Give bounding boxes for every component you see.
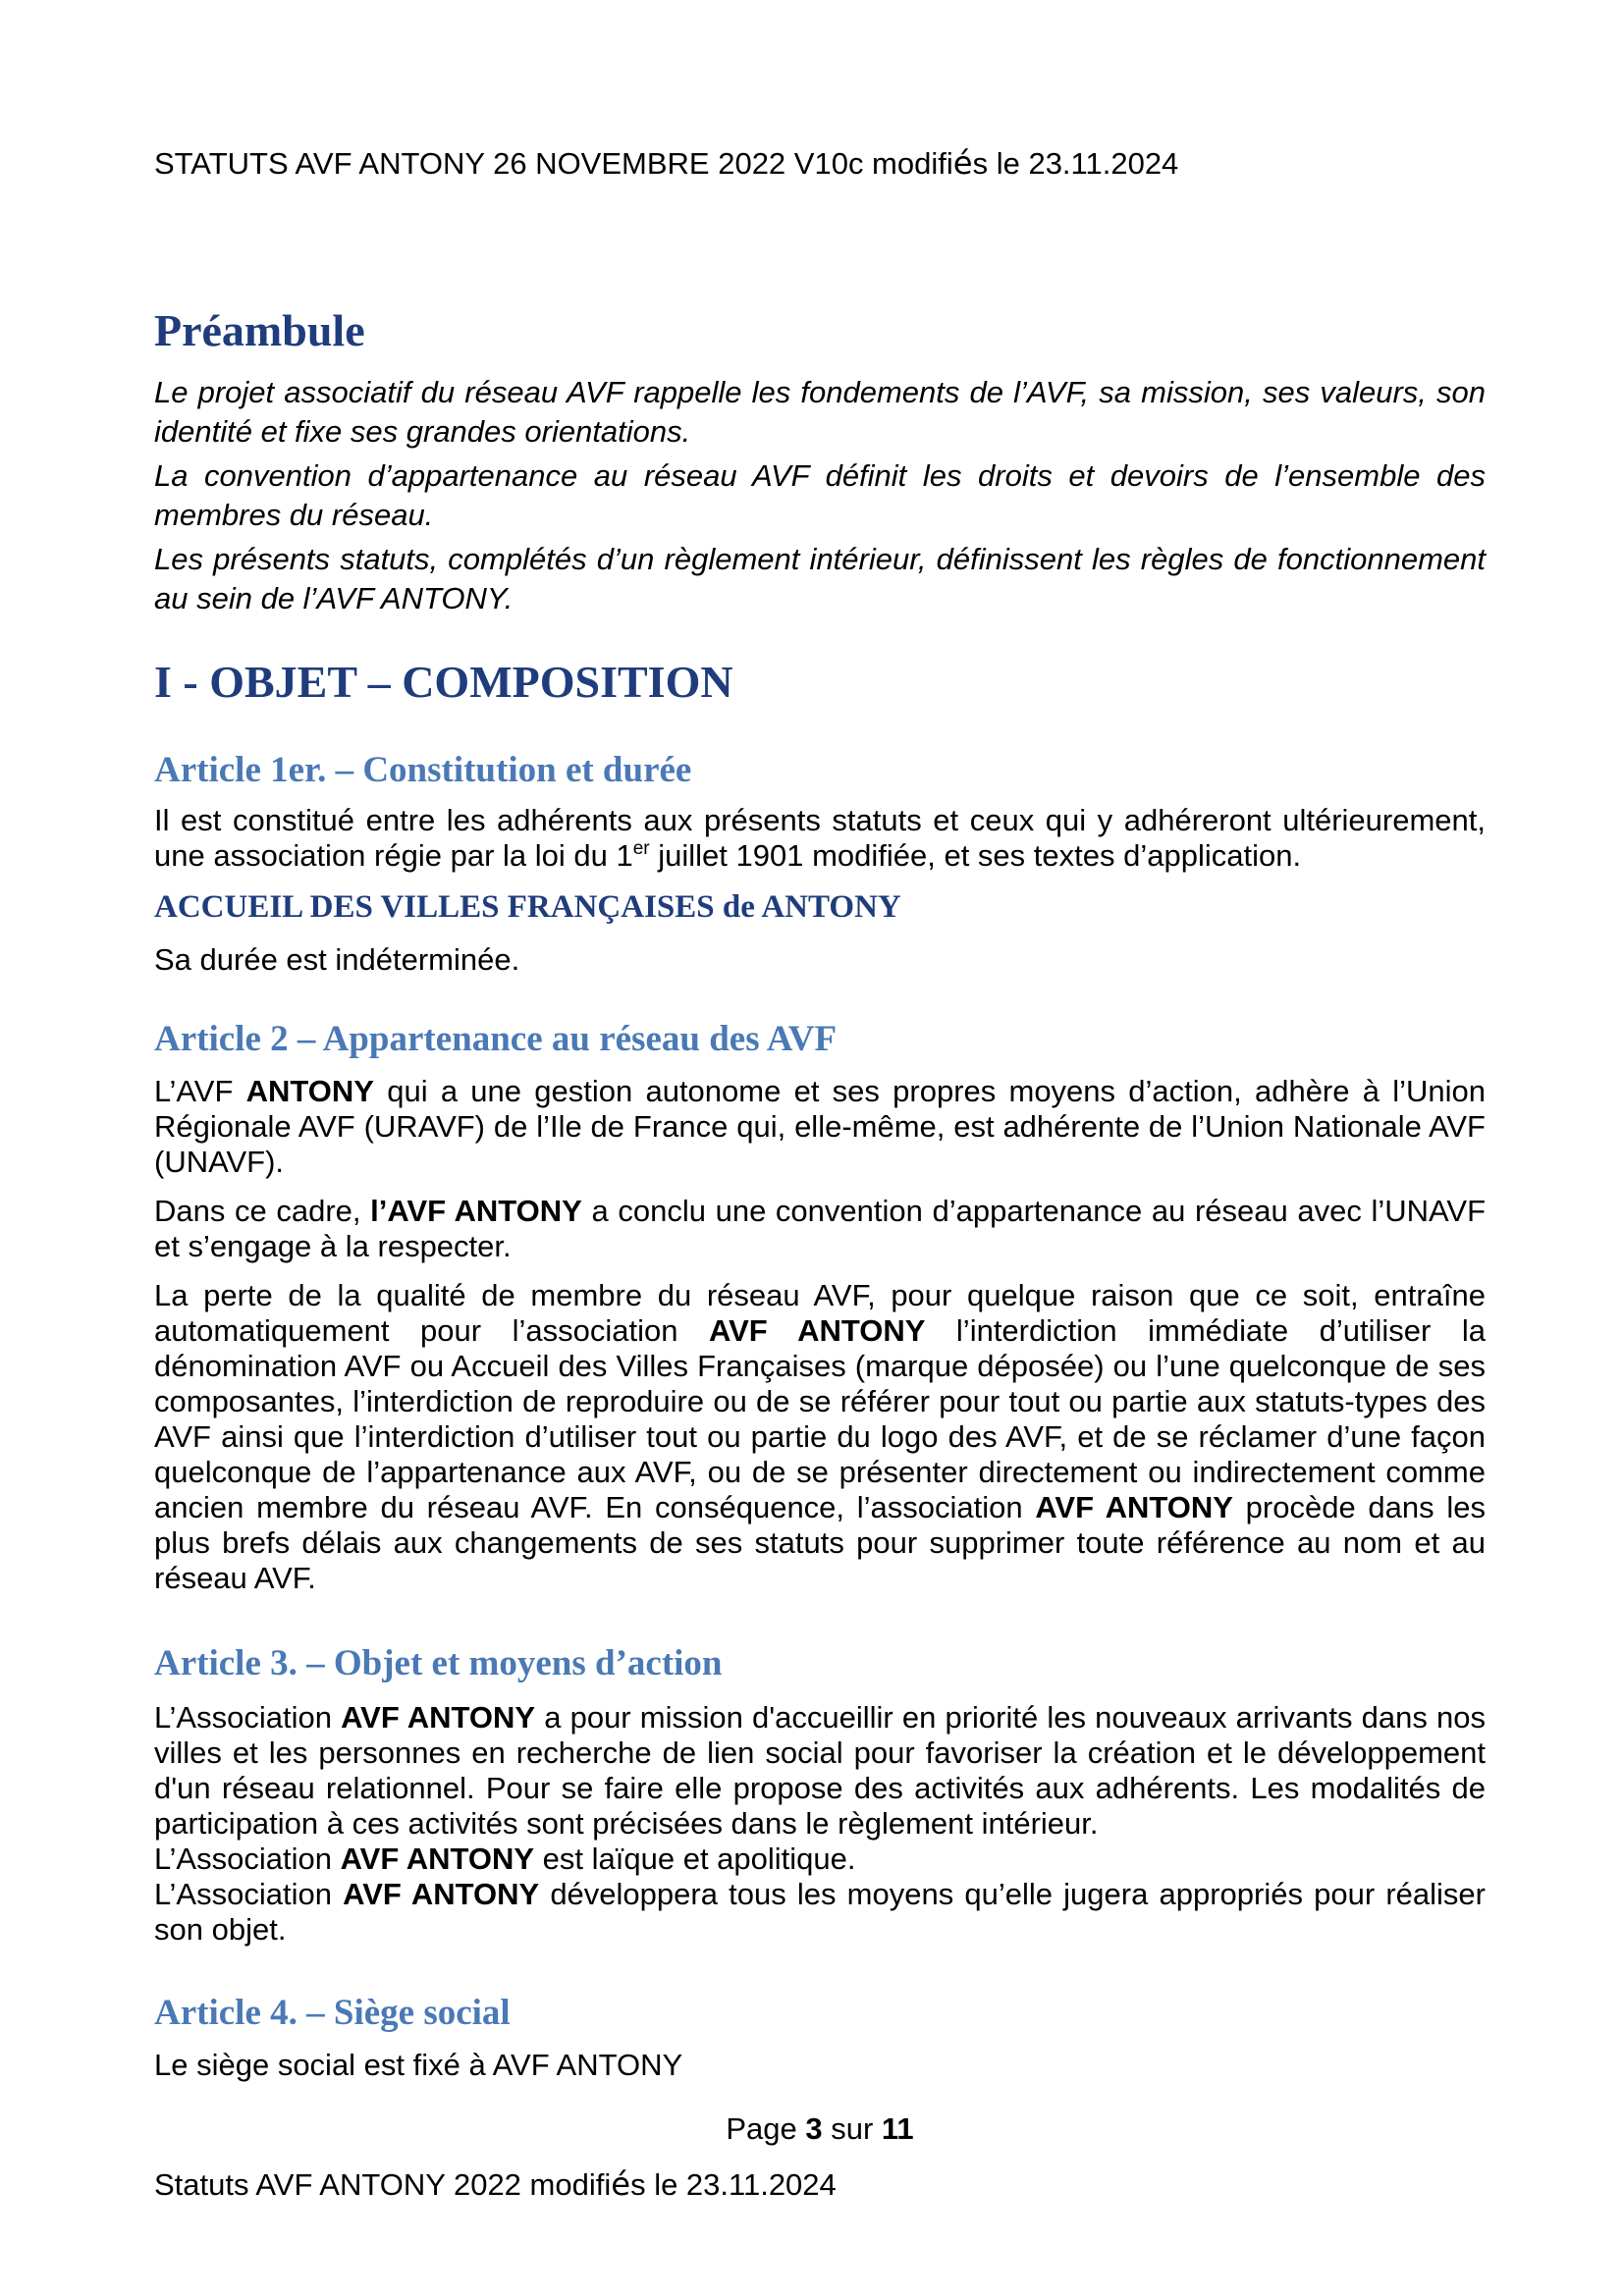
footer-text-run: Statuts AVF ANTONY 2022 modifi <box>154 2167 612 2202</box>
article-1-duration: Sa durée est indéterminée. <box>154 942 520 977</box>
article-3-paragraph-2 <box>154 1842 1486 1877</box>
article-3-paragraph-3 <box>154 1877 1486 1948</box>
article-4-heading: Article 4. – Siège social <box>154 1993 511 2033</box>
bold-run: AVF ANTONY <box>1035 1490 1233 1524</box>
run: Dans ce cadre, <box>154 1194 371 1228</box>
preamble-paragraphs <box>154 373 1486 623</box>
article-2 <box>154 1017 1486 1596</box>
article-1-text-end: juillet 1901 modifiée, et ses textes d’application. <box>649 838 1302 873</box>
article-2-heading: Article 2 – Appartenance au réseau des AVF <box>154 1019 838 1059</box>
preamble-paragraph-2: La convention d’appartenance au réseau AVF définit les droits et devoirs de l’ensemble des membres du réseau. <box>154 458 1486 532</box>
article-4-paragraph: Le siège social est fixé à AVF ANTONY <box>154 2048 683 2082</box>
section-1-title: I - OBJET – COMPOSITION <box>154 657 733 707</box>
run: a conclu une convention d’appartenance au réseau avec l’UNAVF et s’engage à la respecter. <box>154 1194 1486 1263</box>
bold-run: AVF ANTONY <box>343 1877 540 1911</box>
run: procède dans les plus brefs délais aux changements de ses statuts pour supprimer toute référence au nom et au réseau AVF. <box>154 1490 1486 1595</box>
header-text: STATUTS AVF ANTONY 26 NOVEMBRE 2022 V10c modifi <box>154 146 953 181</box>
article-4 <box>154 1991 1486 2083</box>
page-footer <box>154 2110 1486 2204</box>
preamble-title: Préambule <box>154 305 365 355</box>
run: est laïque et apolitique. <box>534 1842 856 1876</box>
footer-text-end: s le 23.11.2024 <box>630 2167 837 2202</box>
article-1-subheading: ACCUEIL DES VILLES FRANÇAISES de ANTONY <box>154 889 901 925</box>
article-1 <box>154 748 1486 978</box>
article-1-heading: Article 1er. – Constitution et durée <box>154 750 692 790</box>
page-count <box>154 2110 1486 2148</box>
bold-run: AVF ANTONY <box>340 1842 535 1876</box>
article-2-paragraph-1 <box>154 1074 1486 1180</box>
header-text-end: s le 23.11.2024 <box>972 146 1179 181</box>
bold-run: AVF ANTONY <box>341 1700 536 1735</box>
run: L’Association <box>154 1842 341 1876</box>
article-2-paragraph-3 <box>154 1278 1486 1596</box>
ordinal-superscript: er <box>632 838 650 859</box>
article-1-paragraph <box>154 803 1486 874</box>
bold-run: l’AVF ANTONY <box>370 1194 582 1228</box>
article-2-paragraph-2 <box>154 1194 1486 1264</box>
document-header <box>154 143 1486 184</box>
run: L’AVF <box>154 1074 246 1108</box>
run: L’Association <box>154 1700 342 1735</box>
footer-accent-glyph: é <box>611 2165 631 2203</box>
preamble-paragraph-3: Les présents statuts, complétés d’un règlement intérieur, définissent les règles de fonctionnement au sein de l’AVF ANTONY. <box>154 542 1486 615</box>
page-total: 11 <box>881 2111 914 2146</box>
article-3 <box>154 1641 1486 1948</box>
header-accent-glyph: é <box>952 144 973 182</box>
bold-run: AVF ANTONY <box>709 1313 926 1348</box>
run: L’Association <box>154 1877 344 1911</box>
article-1-text: Il est constitué entre les adhérents aux présents statuts et ceux qui y adhéreront ultérieurement, une association régie par la loi du 1 <box>154 803 1486 873</box>
page-number: 3 <box>805 2111 823 2146</box>
run: développera tous les moyens qu’elle jugera appropriés pour réaliser son objet. <box>154 1877 1486 1947</box>
bold-run: ANTONY <box>245 1074 374 1108</box>
run: a pour mission d'accueillir en priorité les nouveaux arrivants dans nos villes et les personnes en recherche de lien social pour favoriser la création et le développement d'un réseau relationnel. Pour se faire elle propose des activités aux adhérents. Les modalités de participation à ces activités sont précisées dans le règlement intérieur. <box>154 1700 1486 1841</box>
run: La perte de la qualité de membre du réseau AVF, pour quelque raison que ce soit, entraîne automatiquement pour l’association <box>154 1278 1486 1348</box>
run: l’interdiction immédiate d’utiliser la dénomination AVF ou Accueil des Villes Françaises (marque déposée) ou l’une quelconque de ses composantes, l’interdiction de reproduire ou de se référer pour tout ou partie aux statuts-types des AVF ainsi que l’interdiction d’utiliser tout ou partie du logo des AVF, et de se réclamer d’une façon quelconque de l’appartenance aux AVF, ou de se présenter directement ou indirectement comme ancien membre du réseau AVF. En conséquence, l’association <box>154 1313 1486 1524</box>
page-count-label: Page <box>726 2111 806 2146</box>
article-3-heading: Article 3. – Objet et moyens d’action <box>154 1643 723 1683</box>
run: qui a une gestion autonome et ses propres moyens d’action, adhère à l’Union Régionale AVF (URAVF) de l’Ile de France qui, elle-même, est adhérente de l’Union Nationale AVF (UNAVF). <box>154 1074 1486 1179</box>
preamble-paragraph-1: Le projet associatif du réseau AVF rappelle les fondements de l’AVF, sa mission, ses valeurs, son identité et fixe ses grandes orientations. <box>154 375 1486 449</box>
page-count-separator: sur <box>822 2111 882 2146</box>
footer-text <box>154 2165 1486 2204</box>
article-3-paragraph-1 <box>154 1700 1486 1842</box>
